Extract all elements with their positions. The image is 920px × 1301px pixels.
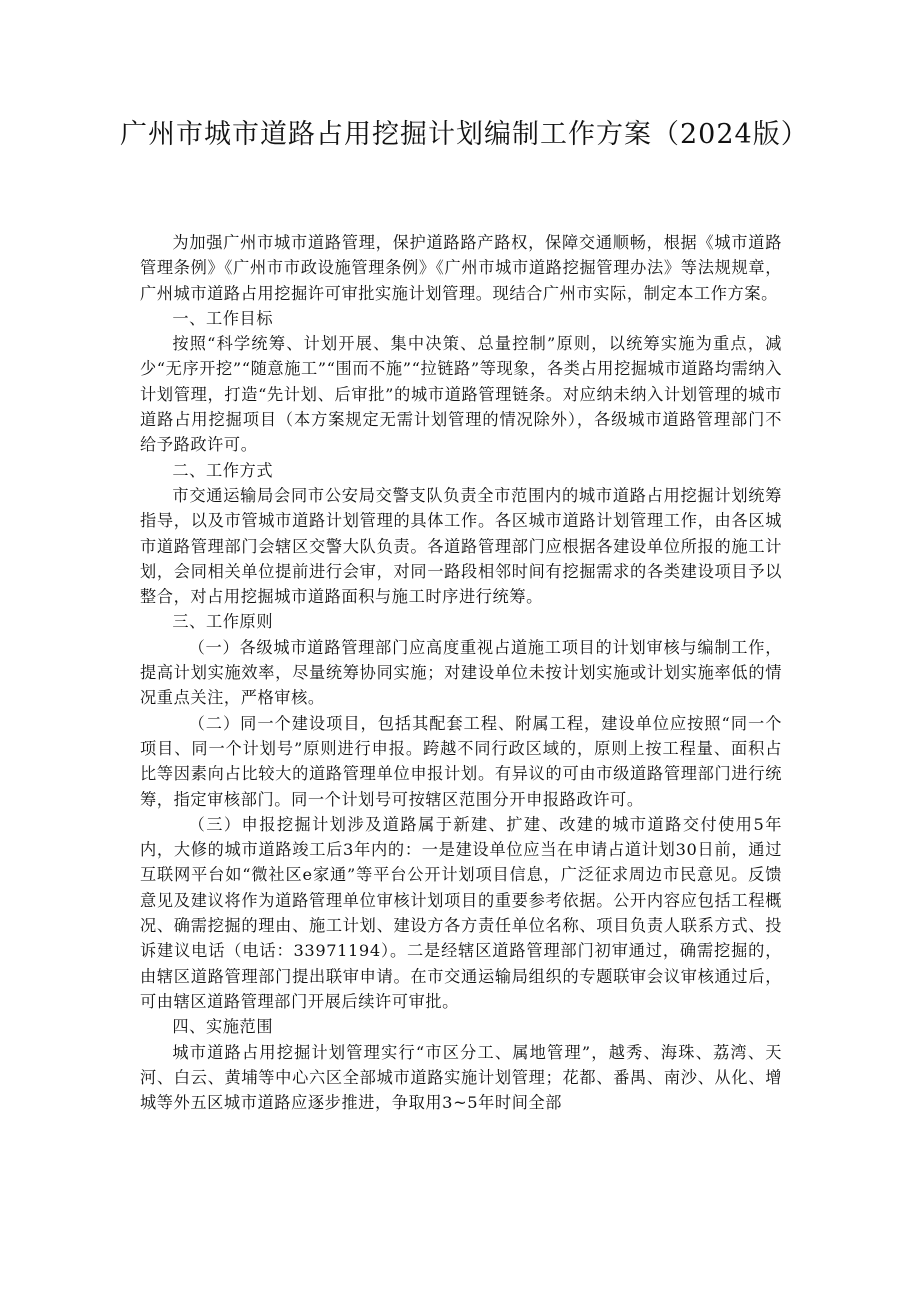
document-title: 广州市城市道路占用挖掘计划编制工作方案（2024版）: [120, 119, 809, 150]
section-paragraph: 市交通运输局会同市公安局交警支队负责全市范围内的城市道路占用挖掘计划统筹指导，以及市管城市道路计划管理的具体工作。各区城市道路计划管理工作，由各区城市道路管理部门会辖区交警大队负责。各道路管理部门应根据各建设单位所报的施工计划，会同相关单位提前进行会审，对同一路段相邻时间有挖掘需求的各类建设项目予以整合，对占用挖掘城市道路面积与施工时序进行统筹。: [140, 485, 782, 607]
section-paragraph: 城市道路占用挖掘计划管理实行“市区分工、属地管理”，越秀、海珠、荔湾、天河、白云、黄埔等中心六区全部城市道路实施计划管理；花都、番禺、南沙、从化、增城等外五区城市道路应逐步推进，争取用3~5年时间全部: [140, 1042, 782, 1113]
section-paragraph: 按照“科学统筹、计划开展、集中决策、总量控制”原则，以统筹实施为重点，减少“无序开挖”“随意施工”“围而不施”“拉链路”等现象，各类占用挖掘城市道路均需纳入计划管理，打造“先计划、后审批”的城市道路管理链条。对应纳未纳入计划管理的城市道路占用挖掘项目（本方案规定无需计划管理的情况除外），各级城市道路管理部门不给予路政许可。: [140, 334, 782, 455]
intro-paragraph: 为加强广州市城市道路管理，保护道路路产路权，保障交通顺畅，根据《城市道路管理条例》《广州市市政设施管理条例》《广州市城市道路挖掘管理办法》等法规规章，广州城市道路占用挖掘许可审批实施计划管理。现结合广州市实际，制定本工作方案。: [140, 233, 782, 303]
section-paragraph: （二）同一个建设项目，包括其配套工程、附属工程，建设单位应按照“同一个项目、同一个计划号”原则进行申报。跨越不同行政区域的，原则上按工程量、面积占比等因素向占比较大的道路管理单位申报计划。有异议的可由市级道路管理部门进行统筹，指定审核部门。同一个计划号可按辖区范围分开申报路政许可。: [140, 713, 782, 809]
section-paragraph: （一）各级城市道路管理部门应高度重视占道施工项目的计划审核与编制工作，提高计划实施效率，尽量统筹协同实施；对建设单位未按计划实施或计划实施率低的情况重点关注，严格审核。: [140, 637, 782, 708]
document-body: [140, 230, 782, 1115]
section-heading: 二、工作方式: [172, 460, 274, 480]
section-heading: 三、工作原则: [172, 612, 274, 632]
section-heading: 四、实施范围: [172, 1017, 274, 1037]
section-paragraph: （三）申报挖掘计划涉及道路属于新建、扩建、改建的城市道路交付使用5年内，大修的城市道路竣工后3年内的：一是建设单位应当在申请占道计划30日前，通过互联网平台如“微社区e家通”等平台公开计划项目信息，广泛征求周边市民意见。反馈意见及建议将作为道路管理单位审核计划项目的重要参考依据。公开内容应包括工程概况、确需挖掘的理由、施工计划、建设方各方责任单位名称、项目负责人联系方式、投诉建议电话（电话：33971194）。二是经辖区道路管理部门初审通过，确需挖掘的，由辖区道路管理部门提出联审申请。在市交通运输局组织的专题联审会议审核通过后，可由辖区道路管理部门开展后续许可审批。: [140, 814, 782, 1011]
section-heading: 一、工作目标: [172, 308, 274, 328]
